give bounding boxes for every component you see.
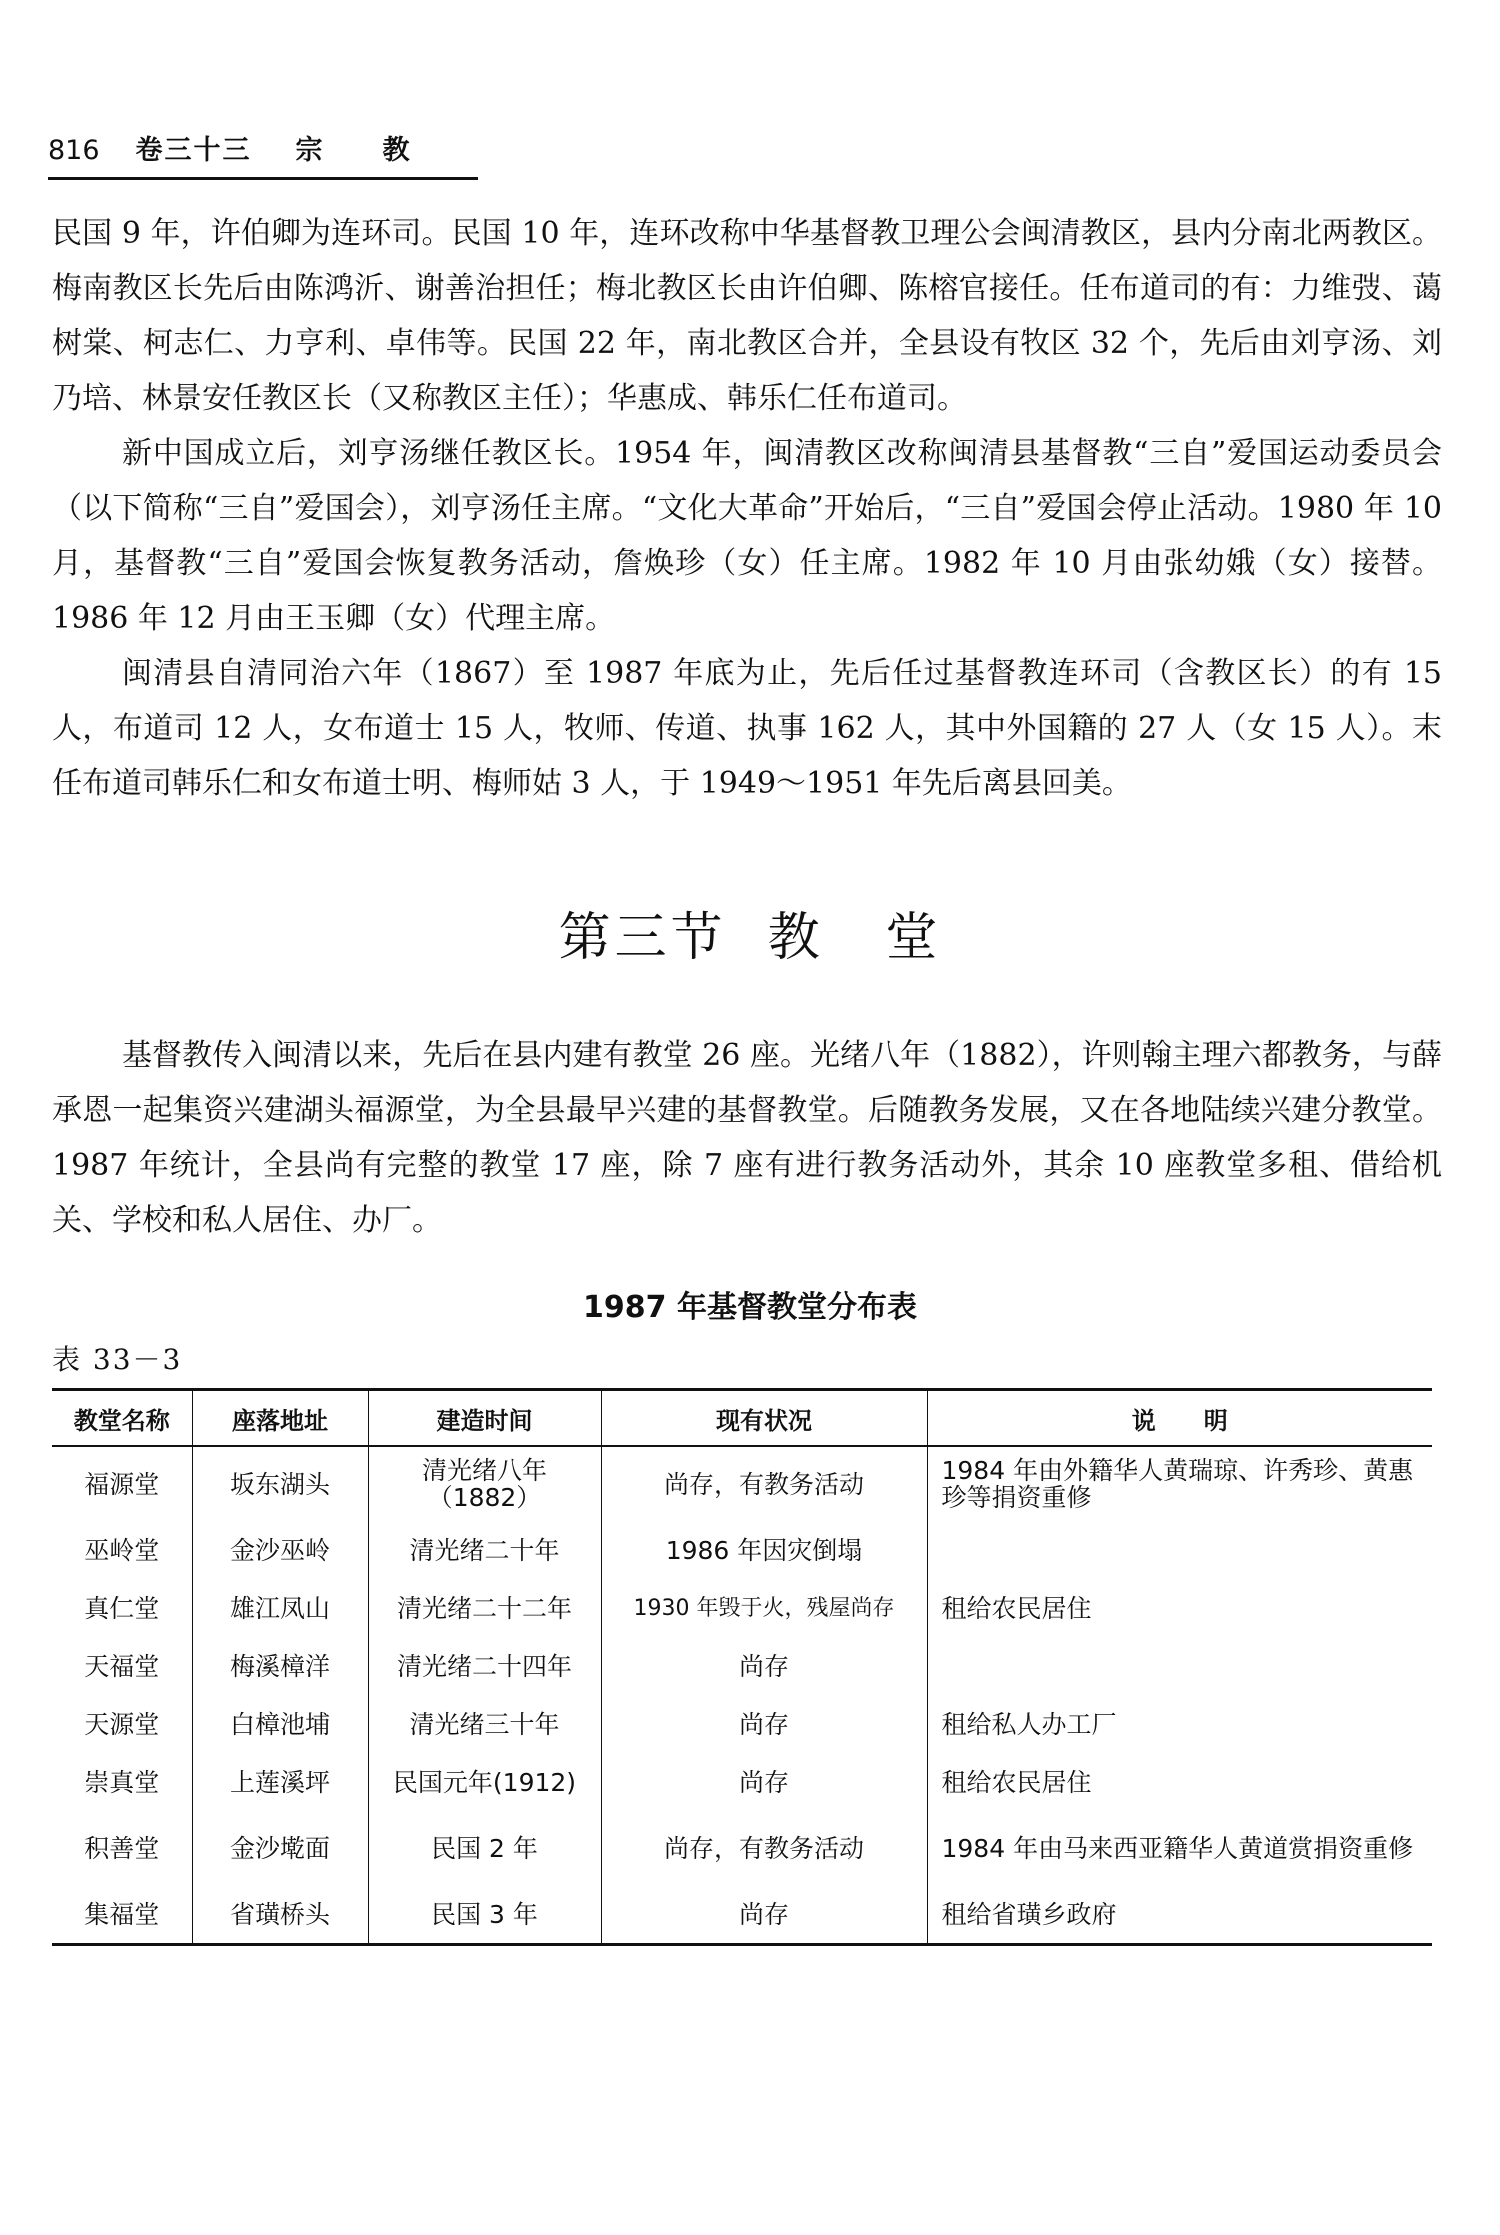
cell-build-time: 清光绪八年（1882） xyxy=(368,1446,601,1521)
cell-location: 金沙巫岭 xyxy=(192,1521,368,1579)
table-row xyxy=(52,1521,1432,1579)
cell-notes: 租给私人办工厂 xyxy=(927,1695,1432,1753)
page-number: 816 xyxy=(48,135,100,166)
cell-status: 1930 年毁于火，残屋尚存 xyxy=(601,1579,927,1637)
paragraph: 新中国成立后，刘亨汤继任教区长。1954 年，闽清教区改称闽清县基督教“三自”爱国运动委员会（以下简称“三自”爱国会），刘亨汤任主席。“文化大革命”开始后，“三自”爱国会停止活动。1980 年 10 月，基督教“三自”爱国会恢复教务活动，詹焕珍（女）任主席。1982 年 10 月由张幼娥（女）接替。1986 年 12 月由王玉卿（女）代理主席。 xyxy=(52,436,1442,636)
cell-build-time: 清光绪二十四年 xyxy=(368,1637,601,1695)
cell-notes xyxy=(927,1637,1432,1695)
cell-build-time: 清光绪三十年 xyxy=(368,1695,601,1753)
table-header-row xyxy=(52,1390,1432,1447)
cell-build-time: 民国 3 年 xyxy=(368,1885,601,1945)
section-label: 宗教 xyxy=(295,135,470,166)
cell-location: 梅溪樟洋 xyxy=(192,1637,368,1695)
table-row xyxy=(52,1579,1432,1637)
table-row xyxy=(52,1446,1432,1521)
cell-build-time: 清光绪二十二年 xyxy=(368,1579,601,1637)
table-row xyxy=(52,1637,1432,1695)
table-row xyxy=(52,1753,1432,1811)
section-title: 第三节 教 堂 xyxy=(558,908,942,968)
cell-location: 雄江凤山 xyxy=(192,1579,368,1637)
table-row xyxy=(52,1885,1432,1945)
table-number: 表 33－3 xyxy=(52,1343,183,1376)
cell-church-name: 集福堂 xyxy=(52,1885,192,1945)
cell-church-name: 天福堂 xyxy=(52,1637,192,1695)
cell-location: 省璜桥头 xyxy=(192,1885,368,1945)
church-distribution-table xyxy=(52,1388,1432,1946)
churches-text xyxy=(52,1028,1442,1248)
cell-location: 坂东湖头 xyxy=(192,1446,368,1521)
cell-church-name: 福源堂 xyxy=(52,1446,192,1521)
paragraph: 闽清县自清同治六年（1867）至 1987 年底为止，先后任过基督教连环司（含教区长）的有 15 人，布道司 12 人，女布道士 15 人，牧师、传道、执事 162 人，其中外国籍的 27 人（女 15 人）。末任布道司韩乐仁和女布道士明、梅师姑 3 人，于 1949～1951 年先后离县回美。 xyxy=(52,656,1442,801)
cell-status: 尚存，有教务活动 xyxy=(601,1446,927,1521)
history-text xyxy=(52,206,1442,811)
cell-notes: 1984 年由马来西亚籍华人黄道赏捐资重修 xyxy=(927,1811,1432,1885)
cell-notes: 租给农民居住 xyxy=(927,1753,1432,1811)
cell-church-name: 积善堂 xyxy=(52,1811,192,1885)
cell-status: 尚存 xyxy=(601,1637,927,1695)
cell-status: 尚存 xyxy=(601,1695,927,1753)
running-header xyxy=(48,128,478,180)
cell-church-name: 巫岭堂 xyxy=(52,1521,192,1579)
paragraph: 基督教传入闽清以来，先后在县内建有教堂 26 座。光绪八年（1882），许则翰主理六都教务，与薛承恩一起集资兴建湖头福源堂，为全县最早兴建的基督教堂。后随教务发展，又在各地陆续兴建分教堂。1987 年统计，全县尚有完整的教堂 17 座，除 7 座有进行教务活动外，其余 10 座教堂多租、借给机关、学校和私人居住、办厂。 xyxy=(52,1038,1442,1238)
cell-build-time: 民国 2 年 xyxy=(368,1811,601,1885)
header-build-time: 建造时间 xyxy=(368,1390,601,1447)
cell-notes: 租给农民居住 xyxy=(927,1579,1432,1637)
table-row xyxy=(52,1811,1432,1885)
cell-church-name: 天源堂 xyxy=(52,1695,192,1753)
table-row xyxy=(52,1695,1432,1753)
cell-location: 白樟池埔 xyxy=(192,1695,368,1753)
cell-location: 上莲溪坪 xyxy=(192,1753,368,1811)
header-status: 现有状况 xyxy=(601,1390,927,1447)
cell-status: 1986 年因灾倒塌 xyxy=(601,1521,927,1579)
cell-status: 尚存 xyxy=(601,1885,927,1945)
cell-status: 尚存 xyxy=(601,1753,927,1811)
cell-church-name: 真仁堂 xyxy=(52,1579,192,1637)
cell-location: 金沙墘面 xyxy=(192,1811,368,1885)
cell-church-name: 崇真堂 xyxy=(52,1753,192,1811)
cell-notes: 租给省璜乡政府 xyxy=(927,1885,1432,1945)
table-title: 1987 年基督教堂分布表 xyxy=(583,1290,917,1325)
cell-status: 尚存，有教务活动 xyxy=(601,1811,927,1885)
cell-build-time: 清光绪二十年 xyxy=(368,1521,601,1579)
header-location: 座落地址 xyxy=(192,1390,368,1447)
cell-notes xyxy=(927,1521,1432,1579)
cell-build-time: 民国元年(1912) xyxy=(368,1753,601,1811)
paragraph: 民国 9 年，许伯卿为连环司。民国 10 年，连环改称中华基督教卫理公会闽清教区，县内分南北两教区。梅南教区长先后由陈鸿沂、谢善治担任；梅北教区长由许伯卿、陈榕官接任。任布道司的有：力维弢、蔼树棠、柯志仁、力亨利、卓伟等。民国 22 年，南北教区合并，全县设有牧区 32 个，先后由刘亨汤、刘乃培、林景安任教区长（又称教区主任）；华惠成、韩乐仁任布道司。 xyxy=(52,216,1442,416)
cell-notes: 1984 年由外籍华人黄瑞琼、许秀珍、黄惠珍等捐资重修 xyxy=(927,1446,1432,1521)
volume-label: 卷三十三 xyxy=(135,135,252,166)
header-notes: 说 明 xyxy=(927,1390,1432,1447)
header-church-name: 教堂名称 xyxy=(52,1390,192,1447)
